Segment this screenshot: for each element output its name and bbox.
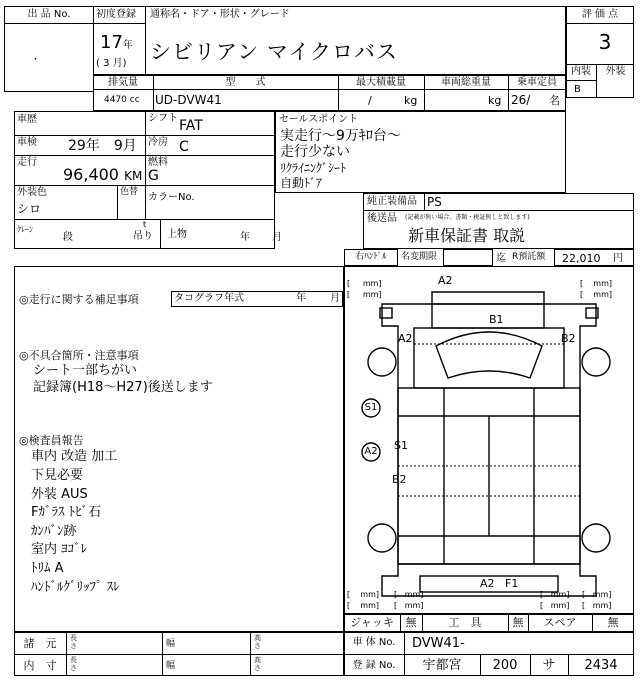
deck-year: 年 bbox=[240, 232, 250, 243]
wheel-rear-right bbox=[582, 524, 610, 552]
placeholder-dot: ・ bbox=[31, 55, 41, 65]
rating-label: 評 価 点 bbox=[581, 9, 619, 20]
running-notes-title: ◎走行に関する補足事項 bbox=[19, 293, 139, 306]
spare-value: 無 bbox=[607, 616, 619, 629]
history-label: 車歴 bbox=[17, 114, 37, 125]
later-items-value: 新車保証書 取説 bbox=[408, 226, 526, 245]
tachograph-year: 年 bbox=[296, 293, 306, 304]
reg-place: 宇都宮 bbox=[422, 658, 462, 673]
color-label: 外装色 bbox=[17, 187, 47, 198]
load-separator: / bbox=[368, 94, 372, 107]
capacity-label: 乗車定員 bbox=[517, 77, 557, 88]
dims-label: 諸 元 bbox=[23, 637, 57, 650]
later-items-label: 後送品 bbox=[367, 213, 397, 224]
mm-top-right-1: [ mm] bbox=[580, 279, 613, 288]
chassis-value: DVW41- bbox=[412, 636, 465, 651]
gross-unit: kg bbox=[488, 94, 502, 107]
inspector-line-7: ﾄﾘﾑ A bbox=[31, 561, 64, 576]
inspector-line-3: 外装 AUS bbox=[31, 487, 88, 502]
reg-number: 2434 bbox=[584, 658, 618, 673]
mm-bottom-right-1: [ mm] bbox=[540, 590, 570, 599]
inner-dims-label: 内 寸 bbox=[23, 659, 57, 672]
lot-number-label: 出 品 No. bbox=[27, 9, 71, 20]
tachograph-label: タコグラフ年式 bbox=[174, 293, 244, 304]
inspector-line-5: ｶﾝﾊﾞﾝ跡 bbox=[31, 524, 77, 539]
crane-label: ｸﾚｰﾝ bbox=[17, 225, 33, 234]
mm-bottom-mid-1: [ mm] bbox=[394, 590, 424, 599]
dims-height-label: 高さ bbox=[254, 634, 261, 650]
deck-month: 月 bbox=[272, 232, 282, 243]
inner-length-label: 長さ bbox=[70, 656, 77, 672]
load-unit: kg bbox=[404, 94, 418, 107]
mileage-value: 96,400 KM bbox=[63, 165, 143, 184]
mileage-label: 走行 bbox=[17, 157, 37, 168]
later-items-note: (記載が無い場合、書類・税証無しと致します) bbox=[405, 214, 530, 221]
ac-label: 冷房 bbox=[148, 137, 168, 148]
crane-suspend: 吊り bbox=[133, 231, 153, 242]
damage-label-b2-left: B2 bbox=[392, 473, 407, 486]
color-value: シロ bbox=[17, 202, 42, 216]
tools-value: 無 bbox=[512, 616, 524, 629]
defect-line-1: シート一部ちがい bbox=[33, 363, 138, 378]
r-fee-unit: 円 bbox=[613, 253, 623, 264]
first-registration-label: 初度登録 bbox=[96, 9, 136, 20]
mm-bottom-mid-2: [ mm] bbox=[394, 601, 424, 610]
wheel-front-right bbox=[582, 348, 610, 376]
max-load-label: 最大積載量 bbox=[356, 77, 406, 88]
first-registration-year: 17年 bbox=[100, 32, 133, 53]
damage-label-f1: F1 bbox=[505, 577, 519, 590]
rating-value: 3 bbox=[598, 30, 612, 54]
damage-label-s1-circle: S1 bbox=[364, 402, 378, 413]
damage-label-a2-bottom: A2 bbox=[480, 577, 495, 590]
fuel-value: G bbox=[148, 168, 159, 184]
inspection-label: 車検 bbox=[17, 137, 37, 148]
dims-length-label: 長さ bbox=[70, 634, 77, 650]
inspector-line-1: 車内 改造 加工 bbox=[31, 449, 118, 464]
dims-width-label: 幅 bbox=[166, 639, 176, 649]
model-type-label: 型 式 bbox=[225, 77, 266, 88]
crane-stage: 段 bbox=[63, 232, 73, 243]
defects-title: ◎不具合箇所・注意事項 bbox=[19, 349, 139, 362]
reg-kana: サ bbox=[542, 658, 556, 673]
steering-value: 右ﾊﾝﾄﾞﾙ bbox=[355, 252, 387, 262]
mm-bottom-far-2: [ mm] bbox=[582, 601, 612, 610]
displacement-label: 排気量 bbox=[108, 77, 138, 88]
interior-grade: B bbox=[574, 84, 581, 95]
inner-height-label: 高さ bbox=[254, 656, 261, 672]
jack-label: ジャッキ bbox=[350, 616, 394, 629]
jack-value: 無 bbox=[405, 616, 417, 629]
ac-value: C bbox=[179, 139, 189, 155]
crane-ton: t bbox=[143, 220, 147, 229]
roof-front bbox=[432, 292, 544, 304]
inspection-value: 29年 9月 bbox=[68, 138, 137, 154]
wheel-rear-left bbox=[368, 524, 396, 552]
inspector-line-8: ﾊﾝﾄﾞﾙｸﾞﾘｯﾌﾟ ｽﾚ bbox=[31, 580, 120, 595]
exterior-label: 外装 bbox=[605, 66, 626, 77]
color-no-short: 色替 bbox=[120, 187, 139, 197]
reg-class: 200 bbox=[492, 658, 518, 673]
damage-label-a2-circle: A2 bbox=[364, 446, 378, 457]
first-registration-month: ( 3 月) bbox=[96, 58, 127, 69]
r-fee-label: R預託額 bbox=[512, 252, 546, 262]
fuel-label: 燃料 bbox=[148, 157, 168, 168]
inspector-title: ◎検査員報告 bbox=[19, 434, 84, 447]
sales-point-4: 自動ﾄﾞｱ bbox=[280, 176, 323, 190]
r-fee-value: 22,010 bbox=[562, 252, 601, 265]
mm-bottom-right-2: [ mm] bbox=[540, 601, 570, 610]
capacity-value: 26/ bbox=[511, 93, 531, 107]
mm-top-left-1: [ mm] bbox=[347, 279, 382, 288]
deck-label: 上物 bbox=[167, 229, 187, 240]
damage-label-s1: S1 bbox=[394, 439, 408, 452]
defect-line-2: 記録簿(H18～H27)後送します bbox=[33, 380, 213, 395]
shift-value: FAT bbox=[179, 118, 203, 134]
sales-point-3: ﾘｸﾗｲﾆﾝｸﾞｼｰﾄ bbox=[280, 161, 347, 175]
model-name-value: シビリアン マイクロバス bbox=[150, 40, 398, 64]
tachograph-month: 月 bbox=[330, 293, 340, 304]
chassis-label: 車 体 No. bbox=[352, 637, 396, 648]
damage-label-b1: B1 bbox=[489, 313, 504, 326]
mm-bottom-left-2: [ mm] bbox=[347, 601, 380, 610]
genuine-equipment-label: 純正装備品 bbox=[367, 196, 417, 207]
mm-bottom-far-1: [ mm] bbox=[582, 590, 612, 599]
gross-weight-label: 車両総重量 bbox=[441, 77, 491, 88]
mm-top-right-2: [ mm] bbox=[580, 290, 613, 299]
sales-point-1: 実走行～9万ｷﾛ台～ bbox=[280, 128, 401, 144]
model-code-value: UD-DVW41 bbox=[155, 93, 222, 107]
damage-label-a2-left: A2 bbox=[398, 332, 413, 345]
damage-label-a2-top: A2 bbox=[438, 274, 453, 287]
front-panel bbox=[432, 304, 544, 328]
name-change-mark: 迄 bbox=[496, 253, 506, 264]
spare-label: スペア bbox=[543, 616, 577, 629]
genuine-equipment-value: PS bbox=[427, 195, 442, 209]
tools-label: 工 具 bbox=[448, 616, 482, 629]
interior-label: 内装 bbox=[571, 66, 591, 77]
cabin-outline bbox=[414, 328, 564, 388]
sales-point-2: 走行少ない bbox=[280, 144, 350, 160]
inspector-line-6: 室内 ﾖｺﾞﾚ bbox=[31, 542, 88, 557]
shift-label: シフト bbox=[148, 113, 178, 124]
model-name-label: 通称名・ドア・形状・グレード bbox=[150, 9, 290, 20]
wheel-front-left bbox=[368, 348, 396, 376]
inner-width-label: 幅 bbox=[166, 661, 176, 671]
inspector-line-4: Fｶﾞﾗｽ ﾄﾋﾞ石 bbox=[31, 505, 102, 520]
windshield bbox=[436, 332, 542, 378]
reg-label: 登 録 No. bbox=[352, 660, 396, 671]
sales-points-label: セールスポイント bbox=[279, 114, 359, 125]
inspector-line-2: 下見必要 bbox=[31, 468, 84, 483]
mm-bottom-left-1: [ mm] bbox=[347, 590, 380, 599]
name-change-cell bbox=[443, 249, 493, 266]
displacement-value: 4470 cc bbox=[104, 95, 140, 105]
capacity-unit: 名 bbox=[549, 94, 560, 107]
damage-label-b2-right: B2 bbox=[561, 332, 576, 345]
mm-top-left-2: [ mm] bbox=[347, 290, 382, 299]
name-change-label: 名変期限 bbox=[401, 252, 438, 262]
color-no-label: カラーNo. bbox=[148, 192, 195, 203]
